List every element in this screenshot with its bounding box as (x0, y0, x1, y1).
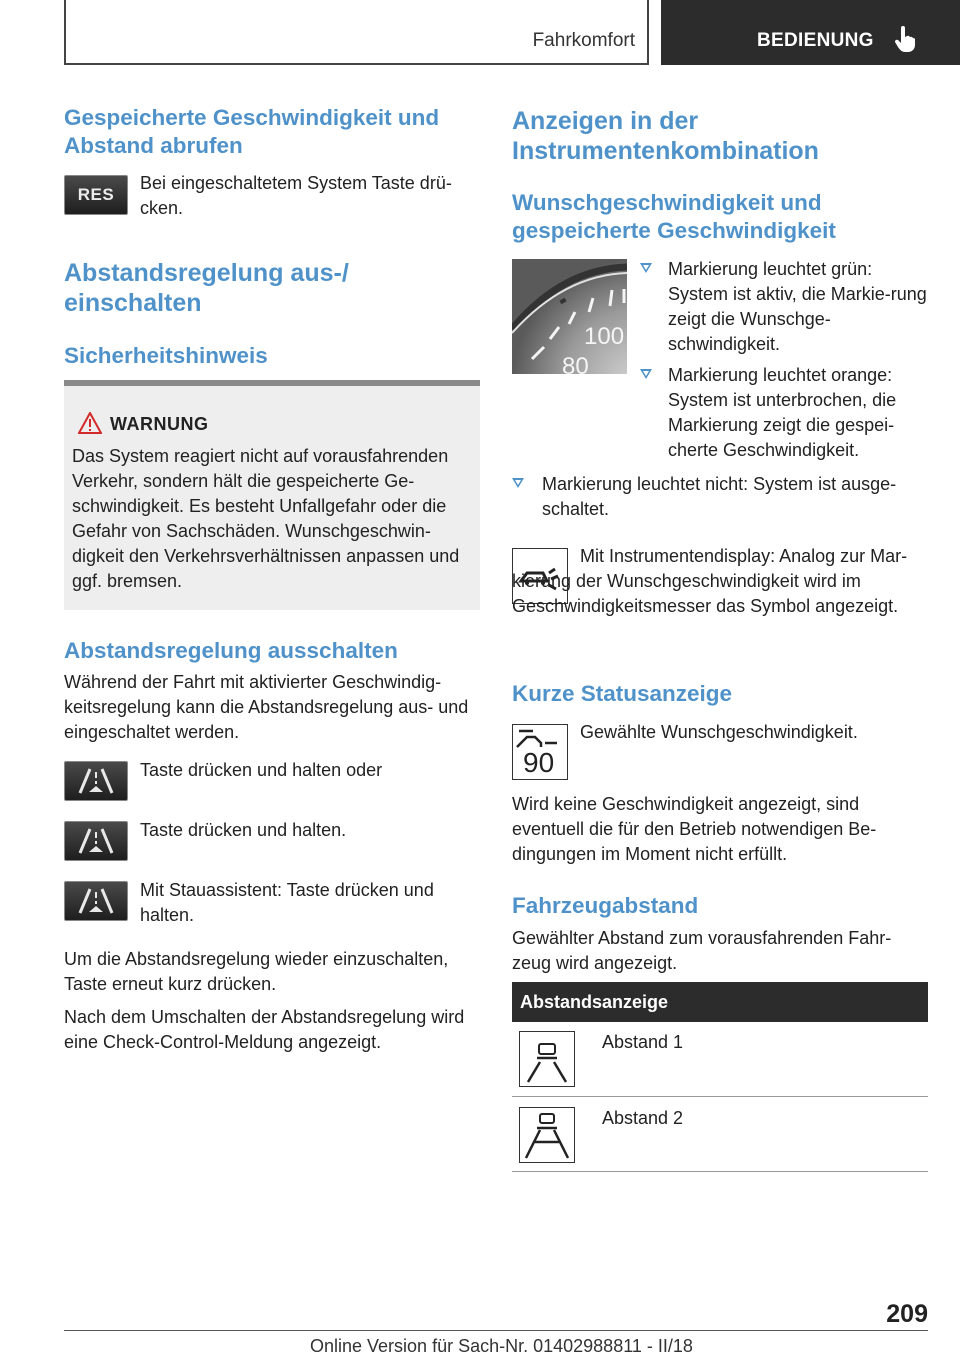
off-intro: Während der Fahrt mit aktivierter Geschwindig-keitsregelung kann die Abstandsregelung aus- und eingeschaltet werden. (64, 672, 469, 742)
hand-pointer-icon (895, 26, 917, 52)
distance-table-header-label: Abstandsanzeige (520, 992, 669, 1012)
lane-distance-icon (76, 768, 116, 794)
instrument-text: Mit Instrumentendisplay: Analog zur Mar-kierung der Wunschgeschwindigkeit wird im Geschwindigkeitsmesser das Symbol angezeigt. (512, 546, 908, 616)
lane-distance-icon (76, 888, 116, 914)
heading-display: Anzeigen in der Instrumentenkombination (512, 107, 819, 165)
header-chapter (661, 0, 960, 65)
speedometer-image (512, 259, 627, 374)
distance-text: Gewählter Abstand zum vorausfahrenden Fahr-zeug wird angezeigt. (512, 928, 892, 973)
distance-1-icon (519, 1031, 575, 1087)
distance-button-icon-2 (64, 821, 128, 861)
recall-text: Bei eingeschaltetem System Taste drü-cken. (140, 173, 452, 218)
button3-text: Mit Stauassistent: Taste drücken und halten. (140, 880, 434, 925)
distance-2-icon (519, 1107, 575, 1163)
distance-row-label: Abstand 1 (602, 1032, 684, 1052)
no-speed-text: Wird keine Geschwindigkeit angezeigt, sind eventuell die für den Betrieb notwendigen Be-dingungen im Moment nicht erfüllt. (512, 794, 877, 864)
bullet-orange: Markierung leuchtet orange: System ist unterbrochen, die Markierung zeigt die gespei-cherte Geschwindigkeit. (640, 363, 930, 463)
reenable-text: Um die Abstandsregelung wieder einzuschalten, Taste erneut kurz drücken. (64, 949, 449, 994)
heading-distance: Fahrzeugabstand (512, 893, 699, 918)
warning-box (64, 380, 480, 610)
header-section (64, 0, 649, 65)
bullet-triangle-icon (512, 478, 524, 488)
heading-safety: Sicherheitshinweis (64, 343, 268, 368)
res-button-icon (64, 175, 128, 215)
warning-text: Das System reagiert nicht auf vorausfahrenden Verkehr, sondern hält die gespeicherte Ge-schwindigkeit. Es besteht Unfallgefahr oder die Gefahr von Sachschäden. Wunschgeschwin-digkeit den Verkehrsverhältnissen anpassen und ggf. bremsen. (72, 446, 460, 591)
status-text: Gewählte Wunschgeschwindigkeit. (580, 722, 858, 742)
heading-recall: Gespeicherte Geschwindigkeit und Abstand abrufen (64, 105, 440, 158)
status-speed-value: 90 (523, 747, 555, 778)
bullet-green: Markierung leuchtet grün: System ist aktiv, die Markie-rung zeigt die Wunschge-schwindigkeit. (640, 257, 930, 357)
res-label: RES (77, 185, 115, 204)
status-speed-symbol (512, 724, 568, 780)
distance-button-icon-1 (64, 761, 128, 801)
footer-divider (64, 1330, 928, 1331)
distance-row-label: Abstand 2 (602, 1108, 684, 1128)
page-number: 209 (886, 1300, 928, 1328)
distance-table-header (512, 982, 928, 1022)
gauge-label-80: 80 (562, 353, 589, 374)
header-section-label: Fahrkomfort (532, 30, 635, 51)
heading-speed: Wunschgeschwindigkeit und gespeicherte Geschwindigkeit (512, 190, 836, 243)
gauge-label-100: 100 (584, 323, 625, 350)
heading-status: Kurze Statusanzeige (512, 681, 733, 706)
table-row-divider (512, 1096, 928, 1097)
bullet-off: Markierung leuchtet nicht: System ist ausge-schaltet. (512, 472, 928, 522)
warning-triangle-icon (78, 412, 102, 434)
after-switch-text: Nach dem Umschalten der Abstandsregelung wird eine Check-Control-Meldung angezeigt. (64, 1007, 465, 1052)
bullet-triangle-icon (640, 263, 652, 273)
warning-title: WARNUNG (110, 414, 209, 434)
distance-button-icon-3 (64, 881, 128, 921)
button2-text: Taste drücken und halten. (140, 820, 347, 840)
table-row-divider (512, 1171, 928, 1172)
lane-distance-icon (76, 828, 116, 854)
footer-version: Online Version für Sach-Nr. 01402988811 - II/18 (310, 1336, 693, 1356)
header-chapter-label: BEDIENUNG (757, 30, 874, 51)
heading-toggle: Abstandsregelung aus-/ einschalten (64, 259, 349, 317)
bullet-triangle-icon (640, 369, 652, 379)
heading-off: Abstandsregelung ausschalten (64, 638, 398, 663)
button1-text: Taste drücken und halten oder (140, 760, 383, 780)
